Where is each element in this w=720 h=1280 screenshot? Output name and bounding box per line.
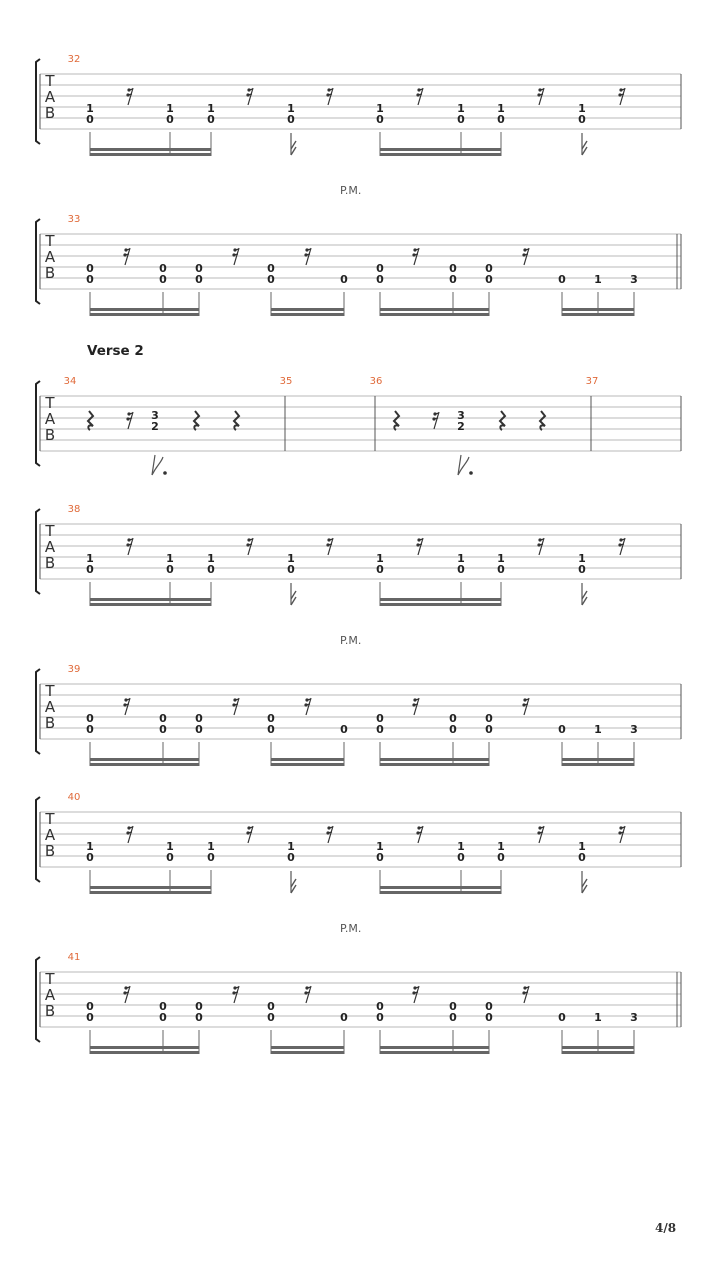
tab-clef-letter: A: [44, 826, 56, 844]
system-bracket: [36, 669, 40, 754]
tab-clef-letter: B: [44, 554, 56, 572]
fret-number: 0: [207, 563, 215, 576]
system-bracket: [36, 509, 40, 594]
fret-number: 0: [287, 113, 295, 126]
fret-number: 0: [449, 1000, 457, 1013]
fret-number: 0: [457, 851, 465, 864]
fret-number: 0: [485, 723, 493, 736]
fret-number: 0: [340, 723, 348, 736]
beam: [271, 763, 344, 766]
palm-mute-label: P.M.: [340, 634, 362, 647]
fret-number: 1: [86, 840, 94, 853]
fret-number: 0: [558, 273, 566, 286]
fret-number: 0: [449, 262, 457, 275]
measure-number: 41: [67, 952, 81, 963]
beam: [380, 598, 501, 601]
fret-number: 1: [457, 552, 465, 565]
quarter-rest-stroke: [394, 411, 399, 430]
fret-number: 0: [376, 723, 384, 736]
measure-number: 33: [67, 214, 81, 225]
fret-number: 0: [457, 113, 465, 126]
quarter-rest-stroke: [540, 411, 545, 430]
fret-number: 0: [195, 273, 203, 286]
fret-number: 0: [485, 1011, 493, 1024]
beam: [380, 1046, 489, 1049]
fret-number: 0: [485, 1000, 493, 1013]
fret-number: 1: [166, 552, 174, 565]
beam: [271, 308, 344, 311]
note-flag: [582, 141, 587, 155]
beam: [380, 148, 501, 151]
quarter-rest-icon: [234, 411, 239, 430]
beam: [90, 313, 199, 316]
fret-number: 1: [578, 840, 586, 853]
note-flag: [291, 591, 296, 605]
fret-number: 1: [86, 552, 94, 565]
beam: [90, 758, 199, 761]
measure-number: 38: [67, 504, 81, 515]
quarter-rest-stroke: [194, 411, 199, 430]
note-flag: [582, 879, 587, 893]
system-bracket: [36, 797, 40, 882]
fret-number: 1: [207, 102, 215, 115]
fret-number: 1: [497, 552, 505, 565]
fret-number: 0: [86, 563, 94, 576]
fret-number: 0: [195, 262, 203, 275]
fret-number: 1: [376, 552, 384, 565]
fret-number: 0: [86, 712, 94, 725]
fret-number: 0: [267, 712, 275, 725]
beam: [271, 1051, 344, 1054]
measure-number: 39: [67, 664, 81, 675]
fret-number: 0: [457, 563, 465, 576]
beam: [380, 308, 489, 311]
fret-number: 0: [578, 113, 586, 126]
fret-number: 1: [594, 273, 602, 286]
tab-clef-letter: A: [44, 698, 56, 716]
fret-number: 0: [267, 1011, 275, 1024]
note-flag: [582, 591, 587, 605]
tab-clef-letter: B: [44, 1002, 56, 1020]
tab-clef-letter: T: [45, 810, 55, 828]
quarter-rest-icon: [88, 411, 93, 430]
dot-icon: [469, 471, 473, 475]
fret-number: 0: [485, 712, 493, 725]
fret-number: 0: [340, 1011, 348, 1024]
tab-clef-letter: T: [45, 522, 55, 540]
fret-number: 0: [159, 712, 167, 725]
fret-number: 0: [578, 851, 586, 864]
tab-clef-letter: T: [45, 232, 55, 250]
fret-number: 0: [267, 273, 275, 286]
fret-number: 0: [159, 1011, 167, 1024]
fret-number: 0: [195, 1000, 203, 1013]
page-number: 4/8: [655, 1221, 677, 1235]
quarter-rest-stroke: [500, 411, 505, 430]
beam: [90, 886, 211, 889]
fret-number: 0: [376, 851, 384, 864]
beam: [90, 603, 211, 606]
fret-number: 1: [457, 840, 465, 853]
beam: [90, 153, 211, 156]
sixteenth-rest-icon: [126, 412, 133, 429]
measure-number: 35: [279, 376, 293, 387]
fret-number: 0: [166, 113, 174, 126]
beam: [380, 603, 501, 606]
quarter-rest-stroke: [234, 411, 239, 430]
fret-number: 0: [449, 712, 457, 725]
fret-number: 0: [86, 1011, 94, 1024]
tab-clef-letter: T: [45, 682, 55, 700]
fret-number: 0: [166, 563, 174, 576]
fret-number: 0: [287, 851, 295, 864]
fret-number: 1: [166, 102, 174, 115]
fret-number: 1: [287, 552, 295, 565]
beam: [380, 313, 489, 316]
fret-number: 1: [457, 102, 465, 115]
measure-number: 34: [63, 376, 77, 387]
fret-number: 0: [340, 273, 348, 286]
measure-number: 32: [67, 54, 81, 65]
beam: [90, 148, 211, 151]
tab-clef-letter: B: [44, 842, 56, 860]
tab-clef-letter: B: [44, 104, 56, 122]
fret-number: 1: [578, 102, 586, 115]
fret-number: 0: [485, 262, 493, 275]
section-label-verse-2: Verse 2: [87, 343, 144, 359]
quarter-rest-icon: [500, 411, 505, 430]
fret-number: 1: [497, 102, 505, 115]
fret-number: 0: [497, 563, 505, 576]
tab-clef-letter: A: [44, 538, 56, 556]
fret-number: 0: [558, 1011, 566, 1024]
fret-number: 1: [207, 840, 215, 853]
fret-number: 0: [449, 1011, 457, 1024]
fret-number: 3: [630, 273, 638, 286]
fret-number: 2: [151, 420, 159, 433]
beam: [90, 598, 211, 601]
fret-number: 2: [457, 420, 465, 433]
fret-number: 0: [558, 723, 566, 736]
fret-number: 0: [578, 563, 586, 576]
beam: [271, 758, 344, 761]
tab-clef-letter: B: [44, 264, 56, 282]
tab-clef-letter: B: [44, 426, 56, 444]
fret-number: 0: [449, 273, 457, 286]
measure-number: 40: [67, 792, 81, 803]
measure-number: 36: [369, 376, 383, 387]
fret-number: 1: [594, 723, 602, 736]
fret-number: 0: [195, 1011, 203, 1024]
beam: [380, 153, 501, 156]
fret-number: 0: [376, 1011, 384, 1024]
fret-number: 1: [578, 552, 586, 565]
fret-number: 0: [497, 851, 505, 864]
fret-number: 3: [630, 723, 638, 736]
tab-clef-letter: T: [45, 970, 55, 988]
fret-number: 0: [86, 851, 94, 864]
palm-mute-label: P.M.: [340, 184, 362, 197]
system-bracket: [36, 59, 40, 144]
quarter-rest-icon: [394, 411, 399, 430]
fret-number: 1: [594, 1011, 602, 1024]
fret-number: 0: [267, 262, 275, 275]
fret-number: 0: [449, 723, 457, 736]
fret-number: 0: [159, 262, 167, 275]
tab-clef-letter: B: [44, 714, 56, 732]
fret-number: 0: [376, 563, 384, 576]
fret-number: 3: [151, 409, 159, 422]
beam: [380, 758, 489, 761]
quarter-rest-icon: [194, 411, 199, 430]
fret-number: 3: [457, 409, 465, 422]
fret-number: 0: [376, 262, 384, 275]
fret-number: 1: [166, 840, 174, 853]
fret-number: 0: [287, 563, 295, 576]
system-bracket: [36, 957, 40, 1042]
beam: [380, 886, 501, 889]
fret-number: 0: [497, 113, 505, 126]
fret-number: 0: [86, 723, 94, 736]
beam: [90, 1046, 199, 1049]
fret-number: 0: [86, 113, 94, 126]
fret-number: 0: [159, 1000, 167, 1013]
fret-number: 0: [376, 113, 384, 126]
fret-number: 1: [376, 102, 384, 115]
beam: [380, 891, 501, 894]
beam: [90, 763, 199, 766]
fret-number: 1: [287, 840, 295, 853]
fret-number: 0: [376, 712, 384, 725]
beam: [380, 1051, 489, 1054]
fret-number: 0: [86, 262, 94, 275]
beam: [90, 891, 211, 894]
fret-number: 0: [376, 1000, 384, 1013]
tab-clef-letter: A: [44, 248, 56, 266]
tab-clef-letter: A: [44, 88, 56, 106]
fret-number: 0: [485, 273, 493, 286]
fret-number: 0: [376, 273, 384, 286]
fret-number: 1: [376, 840, 384, 853]
note-flag: [291, 879, 296, 893]
fret-number: 0: [86, 273, 94, 286]
quarter-rest-stroke: [88, 411, 93, 430]
tab-clef-letter: A: [44, 986, 56, 1004]
beam: [90, 1051, 199, 1054]
fret-number: 0: [159, 273, 167, 286]
system-bracket: [36, 381, 40, 466]
beam: [380, 763, 489, 766]
fret-number: 0: [166, 851, 174, 864]
dot-icon: [163, 471, 167, 475]
measure-number: 37: [585, 376, 599, 387]
fret-number: 1: [497, 840, 505, 853]
fret-number: 1: [287, 102, 295, 115]
beam: [271, 313, 344, 316]
fret-number: 1: [207, 552, 215, 565]
fret-number: 0: [195, 712, 203, 725]
sixteenth-rest-icon: [432, 412, 439, 429]
beam: [271, 1046, 344, 1049]
note-flag: [291, 141, 296, 155]
fret-number: 0: [159, 723, 167, 736]
beam: [90, 308, 199, 311]
fret-number: 0: [267, 723, 275, 736]
fret-number: 0: [207, 851, 215, 864]
tab-clef-letter: T: [45, 72, 55, 90]
system-bracket: [36, 219, 40, 304]
tab-clef-letter: A: [44, 410, 56, 428]
fret-number: 0: [86, 1000, 94, 1013]
tab-clef-letter: T: [45, 394, 55, 412]
fret-number: 3: [630, 1011, 638, 1024]
quarter-rest-icon: [540, 411, 545, 430]
fret-number: 0: [207, 113, 215, 126]
palm-mute-label: P.M.: [340, 922, 362, 935]
fret-number: 0: [195, 723, 203, 736]
fret-number: 1: [86, 102, 94, 115]
fret-number: 0: [267, 1000, 275, 1013]
